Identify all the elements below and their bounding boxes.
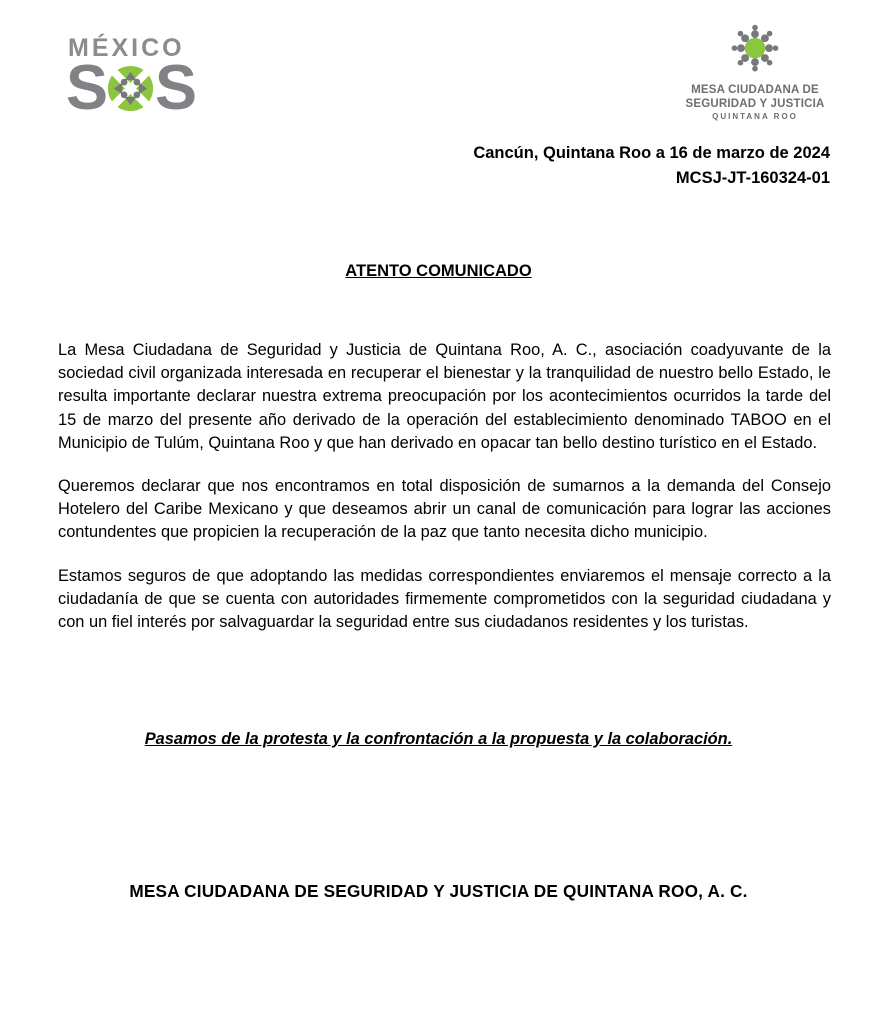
date-reference-block (473, 141, 830, 191)
paragraph-1: La Mesa Ciudadana de Seguridad y Justicia de Quintana Roo, A. C., asociación coadyuvante de la sociedad civil organizada interesada en recuperar el bienestar y la tranquilidad de nuestro bello Estado, le resulta importante declarar nuestra extrema preocupación por los acontecimientos ocurridos la tarde del 15 de marzo del presente año derivado de la operación del establecimiento denominado TABOO en el Municipio de Tulúm, Quintana Roo y que han derivado en opacar tan bello destino turístico en el Estado. (58, 341, 831, 452)
mesa-ciudadana-logo (680, 22, 830, 123)
document-title: ATENTO COMUNICADO (345, 262, 532, 280)
paragraph-2: Queremos declarar que nos encontramos en total disposición de sumarnos a la demanda del Consejo Hotelero del Caribe Mexicano y que deseamos abrir un canal de comunicación para lograr las acciones contundentes que propicien la recuperación de la paz que tanto necesita dicho municipio. (58, 477, 831, 542)
mesa-logo-text-line3: QUINTANA ROO (712, 112, 798, 121)
sos-letter-s: S (66, 53, 107, 123)
dateline: Cancún, Quintana Roo a 16 de marzo de 2024 (473, 144, 830, 162)
mesa-logo-text-line1: MESA CIUDADANA DE (691, 84, 819, 96)
sos-circle-emblem-icon (105, 63, 156, 114)
motto-line: Pasamos de la protesta y la confrontación a la propuesta y la colaboración. (144, 730, 733, 748)
document-body (58, 339, 831, 654)
reference-number: MCSJ-JT-160324-01 (675, 169, 830, 187)
mesa-people-circle-emblem-icon (727, 22, 783, 78)
mexico-sos-logo (66, 34, 218, 123)
signature-line: MESA CIUDADANA DE SEGURIDAD Y JUSTICIA DE QUINTANA ROO, A. C. (129, 881, 748, 901)
mesa-logo-text-line2: SEGURIDAD Y JUSTICIA (685, 97, 825, 110)
mexico-wordmark: MÉXICO (68, 34, 185, 62)
sos-wordmark (66, 53, 218, 123)
sos-letter-s: S (155, 53, 196, 123)
paragraph-3: Estamos seguros de que adoptando las medidas correspondientes enviaremos el mensaje correcto a la ciudadanía de que se cuenta con autoridades firmemente comprometidos con la seguridad ciudadana y con un fiel interés por salvaguardar la seguridad entre sus ciudadanos residentes y los turistas. (58, 566, 831, 632)
